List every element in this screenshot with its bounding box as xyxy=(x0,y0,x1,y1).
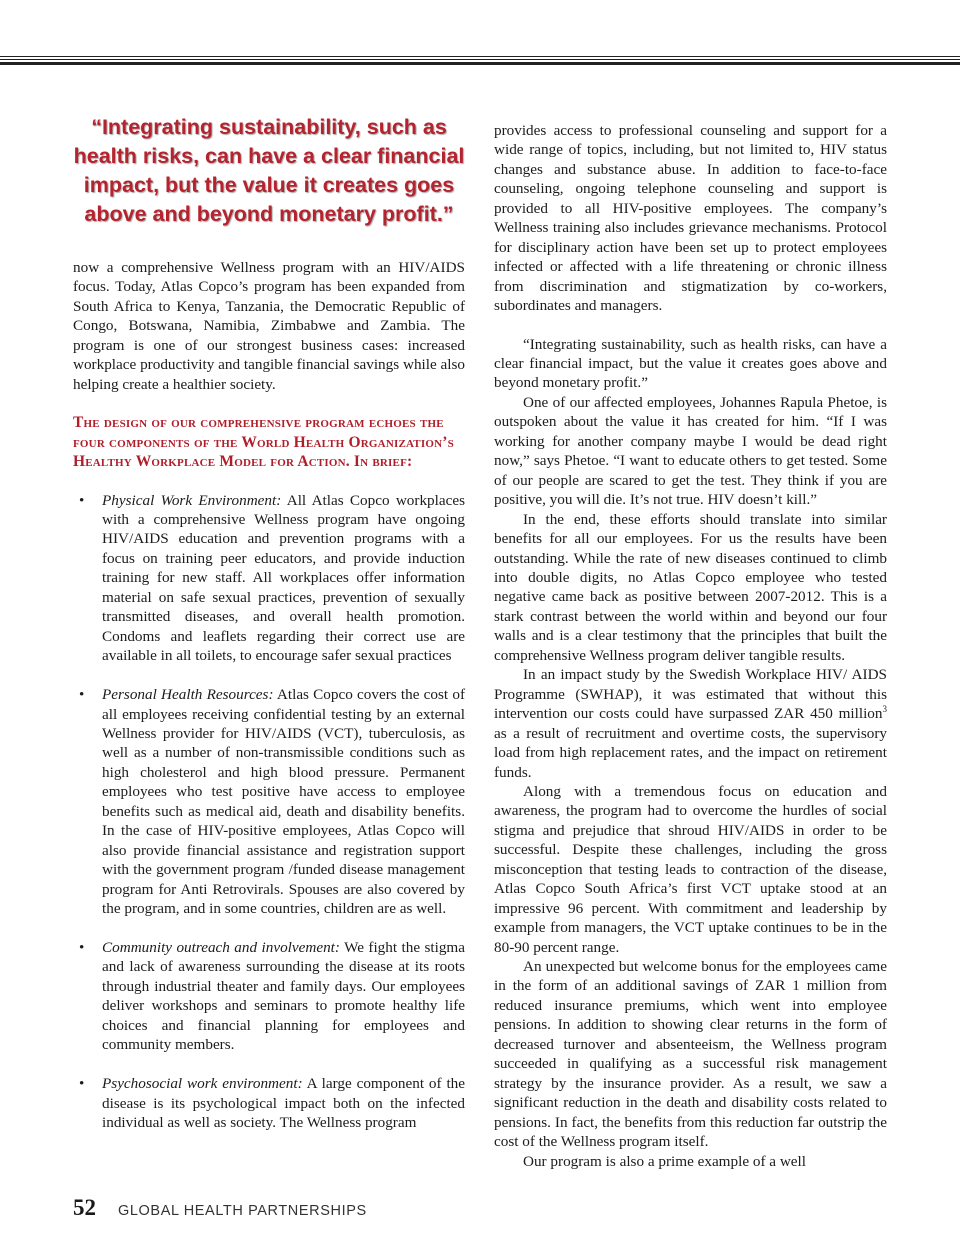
body-paragraph: Our program is also a prime example of a well xyxy=(523,1152,806,1170)
item-lead: Physical Work Environment: xyxy=(102,491,282,509)
intro-paragraph: now a comprehensive Wellness program with an HIV/AIDS focus. Today, Atlas Copco’s program has been expanded from South Africa to Kenya, Tanzania, the Democratic Republic of Congo, Botswana, Namibia, Zimbabwe and Zambia. The program is one of our strongest business cases: increased workplace productivity and tangible financial savings while also helping create a healthier society. xyxy=(73,259,465,393)
body-paragraph: Along with a tremendous focus on education and awareness, the program had to overcome the hurdles of social stigma and prejudice that shroud HIV/AIDS in order to be successful. Despite these challenges, including the gross misconception that testing leads to contraction of the disease, Atlas Copco South Africa’s first VCT uptake stood at an impressive 96 percent. With commitment and leadership by example from managers, the VCT uptake continues to be in the 80-90 percent range. xyxy=(494,782,887,956)
bullet-icon: • xyxy=(79,938,85,956)
section-heading: The design of our comprehensive program echoes the four components of the World Health Organization’s Healthy Workplace Model for Action. In brief: xyxy=(73,414,454,471)
publication-title: GLOBAL HEALTH PARTNERSHIPS xyxy=(118,1203,367,1219)
top-rule xyxy=(0,56,960,67)
item-text: We fight the stigma and lack of awareness surrounding the disease at its roots through industrial theater and family days. Our employees deliver workshops and seminars to promote healthy life choices and financial planning for employees and community members. xyxy=(102,938,465,1054)
list-item xyxy=(73,685,465,918)
page-footer xyxy=(73,1195,367,1225)
pull-quote: “Integrating sustainability, such as health risks, can have a clear financial impact, but the value it creates goes above and beyond monetary profit.” xyxy=(73,115,465,226)
bullet-icon: • xyxy=(79,686,85,704)
quote-paragraph: “Integrating sustainability, such as health risks, can have a clear financial impact, but the value it creates goes above and beyond monetary profit.” xyxy=(494,335,887,392)
item-lead: Psychosocial work environment: xyxy=(102,1075,303,1093)
item-text: All Atlas Copco workplaces with a comprehensive Wellness program have ongoing HIV/AIDS education and prevention programs with a focus on training peer educators, and provide induction training for new staff. All workplaces offer information material on safe sexual practices, prevention of sexually transmitted diseases, and overall health promotion. Condoms and leaflets regarding their correct use are available in all toilets, to encourage safer sexual practices xyxy=(102,491,465,665)
list-item xyxy=(73,491,465,666)
right-column xyxy=(494,121,887,1171)
continuation-paragraph: provides access to professional counseling and support for a wide range of topics, including, but not limited to, HIV status changes and substance abuse. In addition to face-to-face counseling, ongoing telephone counseling and support is provided to all HIV-positive employees. The company’s Wellness training also includes grievance mechanisms. Protocol for disciplinary action have been set up to protect employees infected or affected with a life threatening or chronic illness from discrimination and stigmatization by co-workers, subordinates and managers. xyxy=(494,122,887,315)
swhap-text-end: as a result of recruitment and overtime costs, the supervisory load from high replacement rates, and the impact on retirement funds. xyxy=(494,724,887,781)
body-paragraph: One of our affected employees, Johannes Rapula Phetoe, is outspoken about the value it has created for him. “If I was working for another company maybe I would be dead right now,” says Phetoe. “I want to educate others to get tested. Some of our people are scared to get the test. They think if you are positive, you will die. It’s not true. HIV doesn’t kill.” xyxy=(494,393,887,509)
body-paragraph: An unexpected but welcome bonus for the employees came in the form of an additional savings of ZAR 1 million from reduced insurance premiums, which went into employee pensions. In addition to showing clear returns in the form of decreased turnover and absenteeism, the Wellness program succeeded in qualifying as a successful risk management strategy by the insurance provider. As a result, we saw a significant reduction in the death and disability costs related to pensions. In fact, the benefits from this reduction far outstrip the cost of the Wellness program itself. xyxy=(494,958,887,1151)
list-item xyxy=(73,1074,465,1132)
item-lead: Community outreach and involvement: xyxy=(102,938,340,956)
swhap-text: In an impact study by the Swedish Workplace HIV/ AIDS Programme (SWHAP), it was estimated that without this intervention our costs could have surpassed ZAR 450 million xyxy=(494,666,887,723)
list-item xyxy=(73,938,465,1055)
bullet-icon: • xyxy=(79,491,85,509)
swhap-paragraph xyxy=(494,665,887,782)
left-column xyxy=(73,258,465,1132)
bullet-list xyxy=(73,491,465,1133)
body-paragraph: In the end, these efforts should translate into similar benefits for all our employees. For us the results have been outstanding. While the rate of new diseases continued to climb into double digits, no Atlas Copco employee who tested negative came back as positive between 2007-2012. This is a stark contrast between the world within and beyond our four walls and is a clear testimony that the principles that built the comprehensive Wellness program deliver tangible results. xyxy=(494,510,887,664)
bullet-icon: • xyxy=(79,1075,85,1093)
item-text: Atlas Copco covers the cost of all employees receiving confidential testing by an external Wellness provider for HIV/AIDS (VCT), tuberculosis, as well as a number of non-transmissible conditions such as high cholesterol and high blood pressure. Permanent employees who test positive have access to employee benefits such as medical aid, death and disability benefits. In the case of HIV-positive employees, Atlas Copco will also provide financial assistance and registration support with the government program /funded disease management program for Anti Retrovirals. Spouses are also covered by the program, and in some countries, children are as well. xyxy=(102,686,465,918)
item-text: A large component of the disease is its psychological impact both on the infected individual as well as society. The Wellness program xyxy=(102,1075,465,1131)
item-lead: Personal Health Resources: xyxy=(102,686,274,704)
page-number: 52 xyxy=(73,1195,96,1220)
footnote-marker: 3 xyxy=(882,704,887,715)
